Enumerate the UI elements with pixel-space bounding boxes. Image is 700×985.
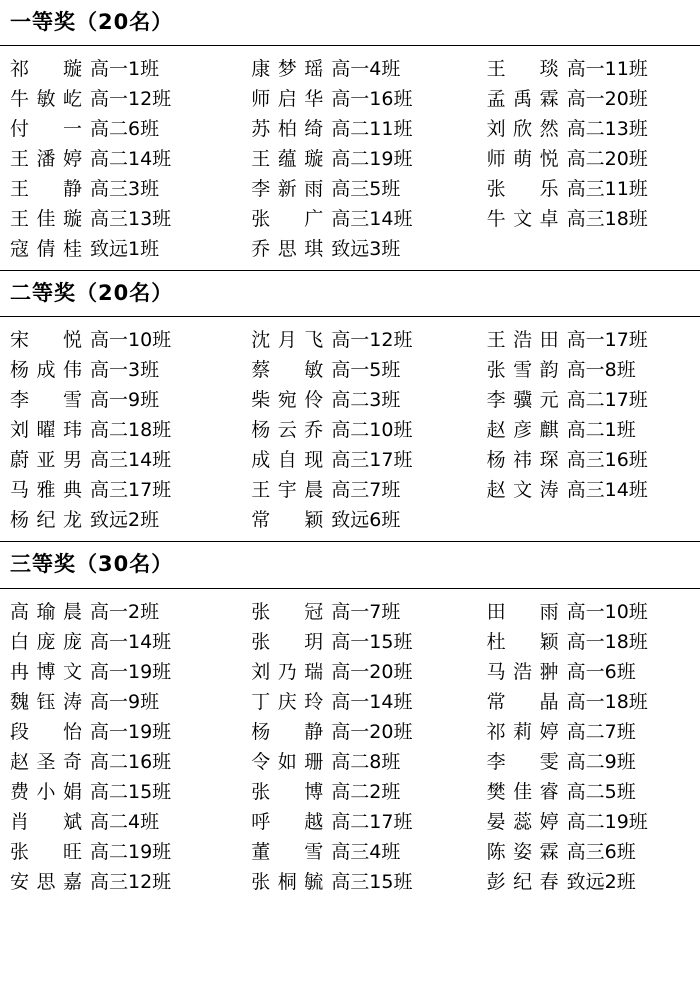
winner-entry [241, 687, 474, 717]
winner-name: 张 乐 [486, 178, 559, 201]
winner-name: 晏蕊婷 [486, 810, 559, 833]
winner-row [8, 747, 694, 777]
winner-class: 高一6班 [566, 660, 636, 683]
winner-row [8, 837, 694, 867]
winner-entry [475, 54, 694, 84]
winner-class: 高二8班 [331, 750, 401, 773]
winner-entry [475, 867, 694, 897]
winner-entry [475, 144, 694, 174]
winner-name: 蔚亚男 [10, 449, 82, 472]
winner-entry [475, 325, 694, 355]
winner-name: 张 玥 [251, 630, 324, 653]
winner-name: 王蕴璇 [251, 148, 324, 171]
winner-name: 张桐毓 [251, 870, 324, 893]
winner-class: 高一9班 [90, 389, 160, 412]
winner-name: 王潘婷 [10, 148, 82, 171]
winner-name: 王浩田 [486, 329, 559, 352]
winner-name: 沈月飞 [251, 329, 324, 352]
winner-entry [241, 627, 474, 657]
winner-entry [8, 385, 241, 415]
award-section [0, 271, 700, 542]
winner-entry [475, 204, 694, 234]
winner-entry [475, 385, 694, 415]
winner-entry [8, 355, 241, 385]
winner-class: 高一20班 [566, 88, 648, 111]
winner-entry [8, 657, 241, 687]
winner-name: 杨 静 [251, 720, 324, 743]
winner-class: 高二10班 [331, 419, 413, 442]
winner-entry [475, 505, 694, 535]
winner-class: 高三14班 [566, 479, 648, 502]
winner-name: 李 雪 [10, 389, 82, 412]
winner-class: 高一8班 [566, 359, 636, 382]
winner-row [8, 657, 694, 687]
winner-entry [241, 475, 474, 505]
winner-class: 高二11班 [331, 118, 413, 141]
winner-row [8, 597, 694, 627]
section-body [0, 317, 700, 542]
winner-name: 丁庆玲 [251, 690, 324, 713]
winner-row [8, 385, 694, 415]
winner-name: 张 旺 [10, 840, 82, 863]
winner-class: 高一19班 [90, 660, 172, 683]
winner-class: 高三14班 [90, 449, 172, 472]
winner-entry [475, 355, 694, 385]
winner-name: 乔思琪 [251, 238, 324, 261]
section-title: 二等奖（20名） [0, 271, 700, 317]
winner-entry [475, 717, 694, 747]
award-section [0, 0, 700, 271]
winner-class: 高一19班 [90, 720, 172, 743]
winner-class: 高一12班 [331, 329, 413, 352]
winner-entry [241, 657, 474, 687]
winner-name: 牛敏屹 [10, 88, 82, 111]
winner-name: 白庞庞 [10, 630, 82, 653]
winner-name: 张 广 [251, 208, 324, 231]
winner-class: 高二9班 [566, 750, 636, 773]
winner-name: 费小娟 [10, 780, 82, 803]
winner-class: 高二17班 [566, 389, 648, 412]
winner-name: 杨云乔 [251, 419, 324, 442]
winner-name: 常 晶 [486, 690, 559, 713]
winner-class: 致远3班 [331, 238, 401, 261]
winner-entry [8, 84, 241, 114]
winner-class: 高三11班 [566, 178, 648, 201]
winner-entry [475, 234, 694, 264]
winner-name: 杨纪龙 [10, 509, 82, 532]
winner-entry [8, 687, 241, 717]
winner-entry [8, 777, 241, 807]
winner-class: 高二4班 [90, 810, 160, 833]
winner-entry [8, 867, 241, 897]
winner-row [8, 114, 694, 144]
winner-name: 肖 斌 [10, 810, 82, 833]
winner-entry [475, 415, 694, 445]
winner-entry [8, 627, 241, 657]
winner-entry [241, 234, 474, 264]
winner-class: 致远2班 [566, 870, 636, 893]
winner-row [8, 445, 694, 475]
winner-row [8, 355, 694, 385]
winner-class: 高一4班 [331, 58, 401, 81]
winner-entry [475, 747, 694, 777]
winner-class: 高三13班 [90, 208, 172, 231]
winner-class: 高一12班 [90, 88, 172, 111]
winner-name: 常 颖 [251, 509, 324, 532]
winner-class: 高一2班 [90, 600, 160, 623]
winner-entry [241, 325, 474, 355]
winner-class: 高一3班 [90, 359, 160, 382]
winner-class: 高三12班 [90, 870, 172, 893]
winner-row [8, 234, 694, 264]
winner-name: 刘乃瑞 [251, 660, 324, 683]
winner-class: 高一9班 [90, 690, 160, 713]
winner-class: 高一10班 [90, 329, 172, 352]
winner-entry [475, 837, 694, 867]
winner-entry [475, 445, 694, 475]
winner-name: 王 琰 [486, 58, 559, 81]
section-body [0, 589, 700, 903]
winner-class: 高三17班 [331, 449, 413, 472]
winner-class: 高二3班 [331, 389, 401, 412]
winner-name: 寇倩桂 [10, 238, 82, 261]
winner-entry [241, 867, 474, 897]
winner-entry [8, 325, 241, 355]
winner-entry [8, 234, 241, 264]
winner-class: 致远6班 [331, 509, 401, 532]
winner-entry [475, 657, 694, 687]
winner-name: 魏钰涛 [10, 690, 82, 713]
winner-row [8, 867, 694, 897]
winner-name: 成自现 [251, 449, 324, 472]
winner-name: 刘欣然 [486, 118, 559, 141]
winner-entry [241, 385, 474, 415]
winner-class: 高一18班 [566, 630, 648, 653]
winner-entry [8, 717, 241, 747]
winner-class: 高一11班 [566, 58, 648, 81]
winner-name: 蔡 敏 [251, 359, 324, 382]
winner-entry [475, 687, 694, 717]
winner-name: 董 雪 [251, 840, 324, 863]
winner-entry [241, 174, 474, 204]
winner-name: 田 雨 [486, 600, 559, 623]
winner-name: 张 冠 [251, 600, 324, 623]
winner-class: 高一17班 [566, 329, 648, 352]
winner-entry [8, 475, 241, 505]
winner-entry [475, 174, 694, 204]
winner-class: 高二14班 [90, 148, 172, 171]
winner-entry [475, 807, 694, 837]
section-title: 三等奖（30名） [0, 542, 700, 588]
winner-row [8, 84, 694, 114]
winner-class: 高一20班 [331, 660, 413, 683]
winner-class: 高三7班 [331, 479, 401, 502]
winner-entry [8, 174, 241, 204]
winner-row [8, 717, 694, 747]
winner-class: 高三14班 [331, 208, 413, 231]
winner-name: 王宇晨 [251, 479, 324, 502]
winner-row [8, 174, 694, 204]
winner-entry [8, 54, 241, 84]
winner-name: 刘曜玮 [10, 419, 82, 442]
winner-entry [241, 144, 474, 174]
winner-entry [475, 627, 694, 657]
winner-class: 高三4班 [331, 840, 401, 863]
winner-row [8, 325, 694, 355]
winner-entry [8, 807, 241, 837]
winner-name: 安思嘉 [10, 870, 82, 893]
winner-entry [475, 84, 694, 114]
winner-name: 孟禹霖 [486, 88, 559, 111]
winner-class: 高三6班 [566, 840, 636, 863]
winner-class: 高一16班 [331, 88, 413, 111]
winner-class: 高二19班 [566, 810, 648, 833]
winner-class: 致远1班 [90, 238, 160, 261]
winner-entry [8, 505, 241, 535]
winner-class: 高一18班 [566, 690, 648, 713]
winner-entry [8, 837, 241, 867]
winner-row [8, 777, 694, 807]
winner-name: 冉博文 [10, 660, 82, 683]
winner-name: 王佳璇 [10, 208, 82, 231]
winner-row [8, 204, 694, 234]
winner-class: 高一14班 [331, 690, 413, 713]
section-title: 一等奖（20名） [0, 0, 700, 46]
winner-entry [241, 747, 474, 777]
winner-entry [241, 717, 474, 747]
award-section [0, 542, 700, 902]
winner-name: 祁 璇 [10, 58, 82, 81]
winner-entry [8, 597, 241, 627]
winner-name: 王 静 [10, 178, 82, 201]
winner-name: 赵文涛 [486, 479, 559, 502]
winner-name: 彭纪春 [486, 870, 559, 893]
winner-class: 高二17班 [331, 810, 413, 833]
winner-name: 杨祎琛 [486, 449, 559, 472]
winner-name: 陈姿霖 [486, 840, 559, 863]
winner-name: 李骥元 [486, 389, 559, 412]
winner-row [8, 505, 694, 535]
winner-name: 李新雨 [251, 178, 324, 201]
winner-class: 高二15班 [90, 780, 172, 803]
winner-name: 段 怡 [10, 720, 82, 743]
winner-name: 高瑜晨 [10, 600, 82, 623]
winner-row [8, 144, 694, 174]
winner-class: 高一1班 [90, 58, 160, 81]
winner-class: 高三15班 [331, 870, 413, 893]
section-body [0, 46, 700, 271]
winner-name: 师启华 [251, 88, 324, 111]
winner-name: 樊佳睿 [486, 780, 559, 803]
winner-entry [8, 415, 241, 445]
winner-entry [8, 144, 241, 174]
winner-class: 高一10班 [566, 600, 648, 623]
winner-entry [241, 777, 474, 807]
winner-entry [241, 114, 474, 144]
winner-entry [8, 204, 241, 234]
winner-name: 牛文卓 [486, 208, 559, 231]
winner-name: 师萌悦 [486, 148, 559, 171]
winner-row [8, 687, 694, 717]
winner-name: 苏柏绮 [251, 118, 324, 141]
winner-entry [475, 597, 694, 627]
winner-class: 高一14班 [90, 630, 172, 653]
winner-entry [475, 777, 694, 807]
winner-name: 杨成伟 [10, 359, 82, 382]
winner-class: 高二20班 [566, 148, 648, 171]
winner-class: 高二1班 [566, 419, 636, 442]
winner-entry [8, 747, 241, 777]
winner-class: 高三3班 [90, 178, 160, 201]
winner-class: 致远2班 [90, 509, 160, 532]
winner-name: 赵彦麒 [486, 419, 559, 442]
winner-entry [241, 837, 474, 867]
winner-row [8, 475, 694, 505]
winner-entry [8, 445, 241, 475]
winner-entry [241, 54, 474, 84]
winner-name: 令如珊 [251, 750, 324, 773]
winner-entry [241, 355, 474, 385]
winner-entry [241, 415, 474, 445]
winner-entry [241, 445, 474, 475]
winner-class: 高二7班 [566, 720, 636, 743]
winner-class: 高三18班 [566, 208, 648, 231]
winner-entry [241, 597, 474, 627]
winner-class: 高二2班 [331, 780, 401, 803]
winner-class: 高二19班 [90, 840, 172, 863]
winner-name: 赵圣奇 [10, 750, 82, 773]
winner-class: 高一20班 [331, 720, 413, 743]
winner-name: 张 博 [251, 780, 324, 803]
winner-class: 高三5班 [331, 178, 401, 201]
winner-name: 柴宛伶 [251, 389, 324, 412]
winner-class: 高一15班 [331, 630, 413, 653]
winner-class: 高二19班 [331, 148, 413, 171]
winner-class: 高二5班 [566, 780, 636, 803]
winner-class: 高二6班 [90, 118, 160, 141]
winner-row [8, 627, 694, 657]
winner-class: 高一5班 [331, 359, 401, 382]
winner-name: 呼 越 [251, 810, 324, 833]
winner-name: 付 一 [10, 118, 82, 141]
winner-class: 高二18班 [90, 419, 172, 442]
winner-class: 高一7班 [331, 600, 401, 623]
winner-entry [475, 114, 694, 144]
winner-entry [241, 204, 474, 234]
winner-class: 高三17班 [90, 479, 172, 502]
winner-name: 宋 悦 [10, 329, 82, 352]
winner-name: 李 雯 [486, 750, 559, 773]
winner-name: 康梦瑶 [251, 58, 324, 81]
winner-name: 张雪韵 [486, 359, 559, 382]
winner-entry [241, 84, 474, 114]
winner-name: 杜 颖 [486, 630, 559, 653]
winner-entry [8, 114, 241, 144]
winner-class: 高二16班 [90, 750, 172, 773]
winner-row [8, 54, 694, 84]
winner-entry [241, 505, 474, 535]
winner-class: 高二13班 [566, 118, 648, 141]
winner-name: 马雅典 [10, 479, 82, 502]
winner-name: 祁莉婷 [486, 720, 559, 743]
winner-entry [241, 807, 474, 837]
winner-class: 高三16班 [566, 449, 648, 472]
winner-name: 马浩翀 [486, 660, 559, 683]
winner-row [8, 415, 694, 445]
winner-entry [475, 475, 694, 505]
winner-row [8, 807, 694, 837]
